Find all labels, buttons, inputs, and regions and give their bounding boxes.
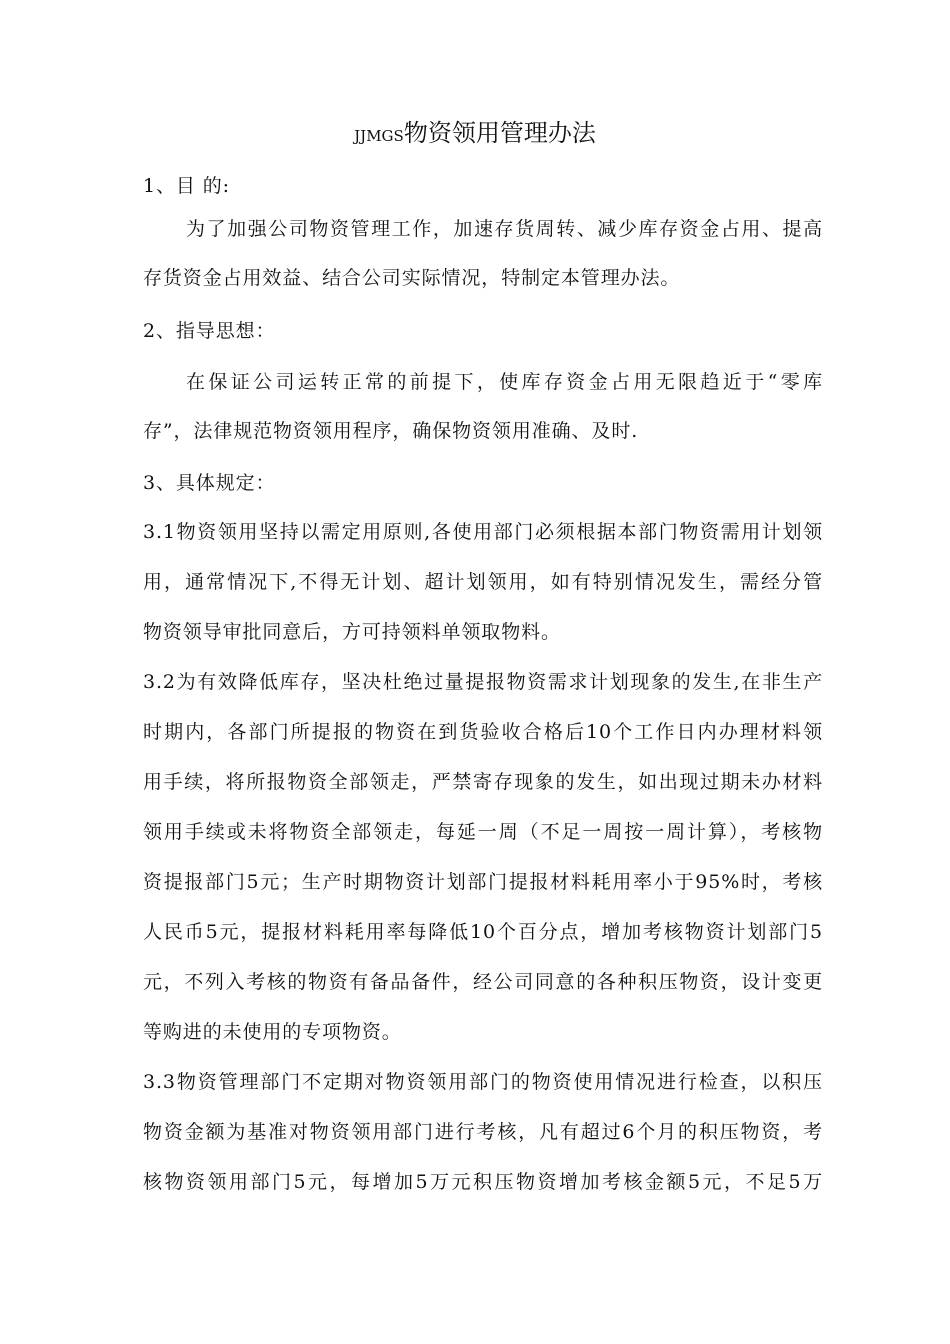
paragraph-line: 核物资领用部门5元，每增加5万元积压物资增加考核金额5元，不足5万: [143, 1171, 823, 1193]
paragraph-line: 物资领导审批同意后，方可持领料单领取物料。: [143, 621, 561, 643]
paragraph-line: 用，通常情况下,不得无计划、超计划领用，如有特别情况发生，需经分管: [143, 571, 823, 593]
paragraph-line: 人民币5元，提报材料耗用率每降低10个百分点，增加考核物资计划部门5: [143, 921, 823, 943]
section-heading-rules: 3、具体规定：: [143, 472, 276, 494]
paragraph-line: 在保证公司运转正常的前提下，使库存资金占用无限趋近于“零库: [186, 371, 823, 393]
paragraph-line: 存”，法律规范物资领用程序，确保物资领用准确、及时.: [143, 420, 639, 442]
section-heading-purpose: 1、目 的:: [143, 175, 230, 197]
paragraph-line: 存货资金占用效益、结合公司实际情况，特制定本管理办法。: [143, 267, 681, 289]
paragraph-line: 时期内，各部门所提报的物资在到货验收合格后10个工作日内办理材料领: [143, 721, 823, 743]
paragraph-line: 用手续，将所报物资全部领走，严禁寄存现象的发生，如出现过期未办材料: [143, 771, 823, 793]
paragraph-line: 3.3物资管理部门不定期对物资领用部门的物资使用情况进行检查，以积压: [143, 1071, 823, 1093]
paragraph-line: 资提报部门5元；生产时期物资计划部门提报材料耗用率小于95%时，考核: [143, 871, 823, 893]
title-cjk: 物资领用管理办法: [403, 119, 596, 147]
paragraph-line: 元，不列入考核的物资有备品备件，经公司同意的各种积压物资，设计变更: [143, 971, 823, 993]
paragraph-line: 为了加强公司物资管理工作，加速存货周转、减少库存资金占用、提高: [186, 218, 823, 240]
paragraph-line: 3.2为有效降低库存，坚决杜绝过量提报物资需求计划现象的发生,在非生产: [143, 671, 823, 693]
title-latin: JJMGS: [354, 127, 404, 145]
paragraph-line: 等购进的未使用的专项物资。: [143, 1021, 402, 1043]
paragraph-line: 物资金额为基准对物资领用部门进行考核，凡有超过6个月的积压物资，考: [143, 1121, 823, 1143]
section-heading-guideline: 2、指导思想：: [143, 320, 276, 342]
paragraph-line: 3.1物资领用坚持以需定用原则,各使用部门必须根据本部门物资需用计划领: [143, 521, 823, 543]
paragraph-line: 领用手续或未将物资全部领走，每延一周（不足一周按一周计算），考核物: [143, 821, 823, 843]
document-title: [0, 115, 950, 154]
